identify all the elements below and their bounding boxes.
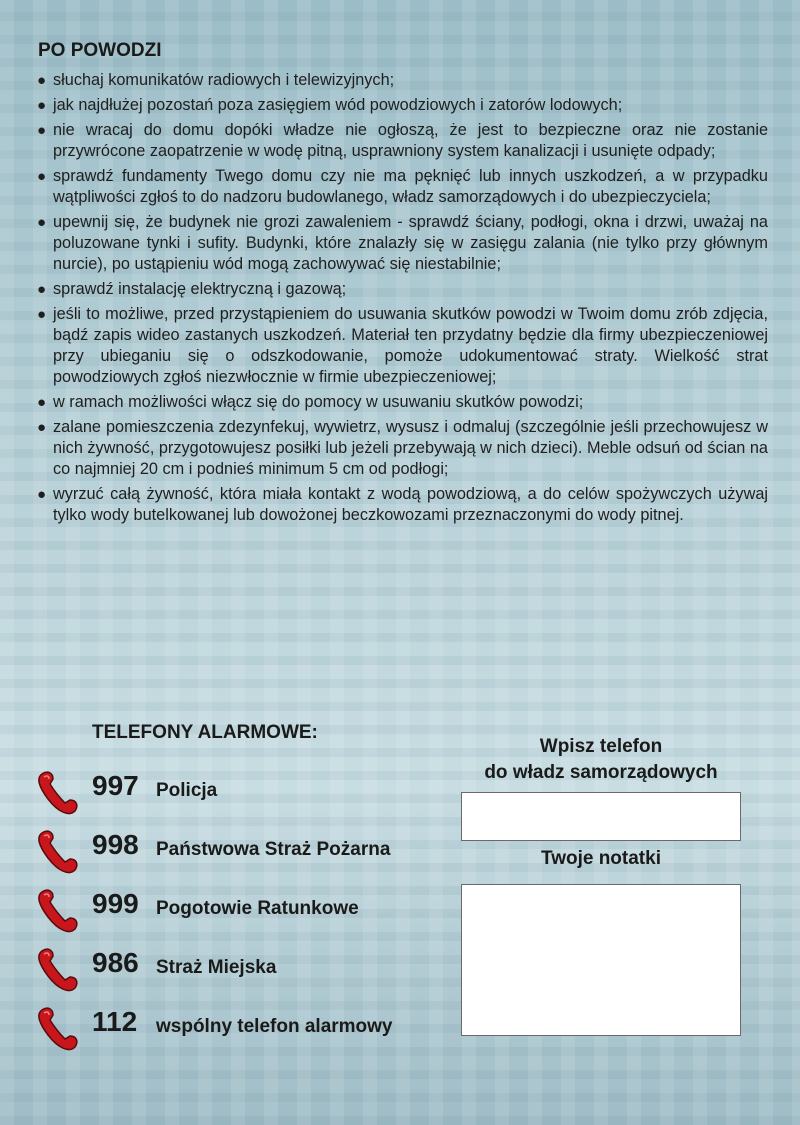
phone-handset-icon xyxy=(36,886,80,934)
phone-handset-icon xyxy=(36,768,80,816)
local-authority-phone-title xyxy=(458,734,744,786)
list-item-text: upewnij się, że budynek nie grozi zawaleniem - sprawdź ściany, podłogi, okna i drzwi, uważaj na poluzowane tynki i sufity. Budynki, które znalazły się w zasięgu zalania (nie tylko przy głównym nurcie), po ustąpieniu wód mogą zachowywać się niestabilnie; xyxy=(53,213,768,273)
local-authority-phone-title-line1: Wpisz telefon xyxy=(539,736,663,757)
list-item xyxy=(36,95,768,116)
phone-label: Państwowa Straż Pożarna xyxy=(156,839,391,860)
bullet-icon: ● xyxy=(37,72,47,89)
bullet-icon: ● xyxy=(37,394,47,411)
phone-row xyxy=(36,825,456,884)
list-item-text: wyrzuć całą żywność, która miała kontakt z wodą powodziową, a do celów spożywczych używaj tylko wody butelkowanej lub dowożonej beczkowozami przeznaczonymi do wody pitnej. xyxy=(53,485,768,524)
list-item xyxy=(36,120,768,162)
local-authority-phone-title-line2: do władz samorządowych xyxy=(484,762,718,783)
phone-row xyxy=(36,766,456,825)
list-item-text: w ramach możliwości włącz się do pomocy w usuwaniu skutków powodzi; xyxy=(53,393,584,411)
bullet-icon: ● xyxy=(37,122,47,139)
phone-row xyxy=(36,1002,456,1061)
list-item-text: jak najdłużej pozostań poza zasięgiem wód powodziowych i zatorów lodowych; xyxy=(53,96,623,114)
list-item xyxy=(36,166,768,208)
emergency-phones-title: TELEFONY ALARMOWE: xyxy=(92,722,318,743)
phone-handset-icon xyxy=(36,1004,80,1052)
phone-label: Straż Miejska xyxy=(156,957,277,978)
list-item xyxy=(36,392,768,413)
phone-handset-icon xyxy=(36,827,80,875)
bullet-icon: ● xyxy=(37,168,47,185)
notes-title: Twoje notatki xyxy=(541,848,661,869)
phone-number: 986 xyxy=(92,947,139,978)
phone-number: 112 xyxy=(92,1006,138,1037)
phone-row xyxy=(36,943,456,1002)
phone-label: Pogotowie Ratunkowe xyxy=(156,898,359,919)
list-item xyxy=(36,70,768,91)
bullet-icon: ● xyxy=(37,419,47,436)
list-item xyxy=(36,417,768,480)
phone-number: 999 xyxy=(92,888,139,919)
bullet-icon: ● xyxy=(37,281,47,298)
phone-row xyxy=(36,884,456,943)
list-item-text: nie wracaj do domu dopóki władze nie ogłoszą, że jest to bezpieczne oraz nie zostanie przywrócone zaopatrzenie w wodę pitną, usprawniony system kanalizacji i usunięte odpady; xyxy=(53,121,768,160)
bullet-icon: ● xyxy=(37,214,47,231)
list-item xyxy=(36,304,768,388)
list-item xyxy=(36,212,768,275)
phone-label: Policja xyxy=(156,780,218,801)
bullet-icon: ● xyxy=(37,97,47,114)
bullet-icon: ● xyxy=(37,306,47,323)
notes-box[interactable] xyxy=(461,884,741,1036)
list-item-text: sprawdź instalację elektryczną i gazową; xyxy=(53,280,347,298)
list-item xyxy=(36,279,768,300)
phone-handset-icon xyxy=(36,945,80,993)
list-item xyxy=(36,484,768,526)
section-title: PO POWODZI xyxy=(38,40,162,61)
emergency-phones-list xyxy=(36,766,456,1061)
phone-number: 998 xyxy=(92,829,139,860)
local-authority-phone-box[interactable] xyxy=(461,792,741,841)
bullet-icon: ● xyxy=(37,486,47,503)
list-item-text: słuchaj komunikatów radiowych i telewizyjnych; xyxy=(53,71,395,89)
list-item-text: zalane pomieszczenia zdezynfekuj, wywietrz, wysusz i odmaluj (szczególnie jeśli przechowujesz w nich żywność, przygotowujesz posiłki lub jeżeli przebywają w nich dzieci). Meble odsuń od ścian na co najmniej 20 cm i podnieś minimum 5 cm od podłogi; xyxy=(53,418,768,478)
phone-number: 997 xyxy=(92,770,139,801)
phone-label: wspólny telefon alarmowy xyxy=(156,1016,393,1037)
list-item-text: sprawdź fundamenty Twego domu czy nie ma pęknięć lub innych uszkodzeń, a w przypadku wątpliwości zgłoś to do nadzoru budowlanego, władz samorządowych i do ubezpieczyciela; xyxy=(53,167,768,206)
list-item-text: jeśli to możliwe, przed przystąpieniem do usuwania skutków powodzi w Twoim domu zrób zdjęcia, bądź zapis wideo zastanych uszkodzeń. Materiał ten przydatny będzie dla firmy ubezpieczeniowej przy ubieganiu się o odszkodowanie, pomoże udokumentować straty. Wielkość strat powodziowych zgłoś niezwłocznie w firmie ubezpieczeniowej; xyxy=(53,305,768,386)
advice-list xyxy=(36,70,768,530)
